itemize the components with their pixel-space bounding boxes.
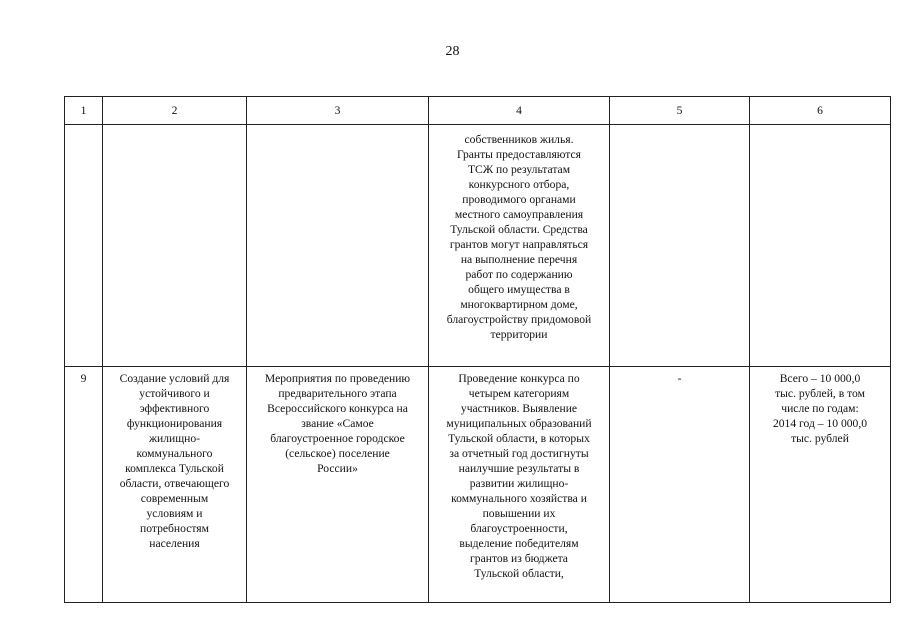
- text-line: Тульской области,: [474, 567, 564, 580]
- text-line: четырем категориям: [468, 387, 570, 400]
- header-cell-4: 4: [429, 97, 610, 125]
- text-line: предварительного этапа: [278, 387, 397, 400]
- text-line: работ по содержанию: [465, 268, 573, 281]
- text-line: (сельское) поселение: [285, 447, 390, 460]
- text-line: 2014 год – 10 000,0: [772, 417, 868, 430]
- header-cell-2: 2: [103, 97, 247, 125]
- page-number: 28: [445, 44, 460, 59]
- text-line: условиям и: [146, 507, 203, 520]
- text-line: коммунального хозяйства и: [451, 492, 587, 505]
- row-number-cell: 9: [65, 367, 103, 603]
- table-row-9: [65, 367, 891, 603]
- table-header-row: [65, 97, 891, 125]
- text-line: выделение победителям: [459, 537, 579, 550]
- event-cell: [247, 367, 429, 603]
- text-line: Всероссийского конкурса на: [267, 402, 408, 415]
- text-line: грантов могут направляться: [449, 238, 589, 251]
- funding-cell: [750, 367, 891, 603]
- text-line: современным: [140, 492, 209, 505]
- header-cell-1: 1: [65, 97, 103, 125]
- text-line: Создание условий для: [119, 372, 230, 385]
- text-line: благоустроенное городское: [270, 432, 405, 445]
- text-line: развитии жилищно-: [469, 477, 569, 490]
- text-line: благоустроенности,: [470, 522, 568, 535]
- text-line: Проведение конкурса по: [458, 372, 580, 385]
- text-line: за отчетный год достигнуты: [449, 447, 589, 460]
- goal-cell: [103, 367, 247, 603]
- text-line: функционирования: [126, 417, 223, 430]
- cont-cell-number: [65, 125, 103, 367]
- text-line: эффективного: [139, 402, 210, 415]
- text-line: числе по годам:: [781, 402, 859, 415]
- text-line: тыс. рублей, в том: [775, 387, 865, 400]
- text-line: проводимого органами: [462, 193, 576, 206]
- text-line: общего имущества в: [468, 283, 570, 296]
- text-line: России»: [317, 462, 358, 475]
- header-cell-3: 3: [247, 97, 429, 125]
- text-line: муниципальных образований: [446, 417, 592, 430]
- text-line: коммунального: [136, 447, 213, 460]
- text-line: устойчивого и: [139, 387, 210, 400]
- text-line: собственников жилья.: [464, 133, 574, 146]
- cont-cell-funding: [750, 125, 891, 367]
- text-line: участников. Выявление: [460, 402, 578, 415]
- text-line: звание «Самое: [301, 417, 374, 430]
- text-line: повышении их: [482, 507, 556, 520]
- cont-cell-goal: [103, 125, 247, 367]
- text-line: комплекса Тульской: [125, 462, 224, 475]
- text-line: на выполнение перечня: [460, 253, 578, 266]
- text-line: тыс. рублей: [791, 432, 849, 445]
- cont-cell-col5: [610, 125, 750, 367]
- table-row-continuation: [65, 125, 891, 367]
- header-cell-6: 6: [750, 97, 891, 125]
- cont-cell-event: [247, 125, 429, 367]
- description-cell: [429, 367, 610, 603]
- cont-cell-description: [429, 125, 610, 367]
- text-line: жилищно-: [149, 432, 200, 445]
- text-line: Мероприятия по проведению: [264, 372, 411, 385]
- header-cell-5: 5: [610, 97, 750, 125]
- text-line: грантов из бюджета: [470, 552, 568, 565]
- text-line: наилучшие результаты в: [458, 462, 580, 475]
- text-line: благоустройству придомовой: [446, 313, 592, 326]
- text-line: конкурсного отбора,: [468, 178, 570, 191]
- program-table: [64, 96, 891, 603]
- col5-cell: -: [610, 367, 750, 603]
- text-line: территории: [490, 328, 548, 341]
- text-line: Тульской области. Средства: [450, 223, 588, 236]
- text-line: многоквартирном доме,: [460, 298, 578, 311]
- text-line: ТСЖ по результатам: [467, 163, 571, 176]
- text-line: Тульской области, в которых: [448, 432, 590, 445]
- text-line: Гранты предоставляются: [457, 148, 581, 161]
- text-line: области, отвечающего: [119, 477, 230, 490]
- text-line: потребностям: [140, 522, 209, 535]
- text-line: местного самоуправления: [454, 208, 584, 221]
- text-line: населения: [149, 537, 200, 550]
- text-line: Всего – 10 000,0: [779, 372, 861, 385]
